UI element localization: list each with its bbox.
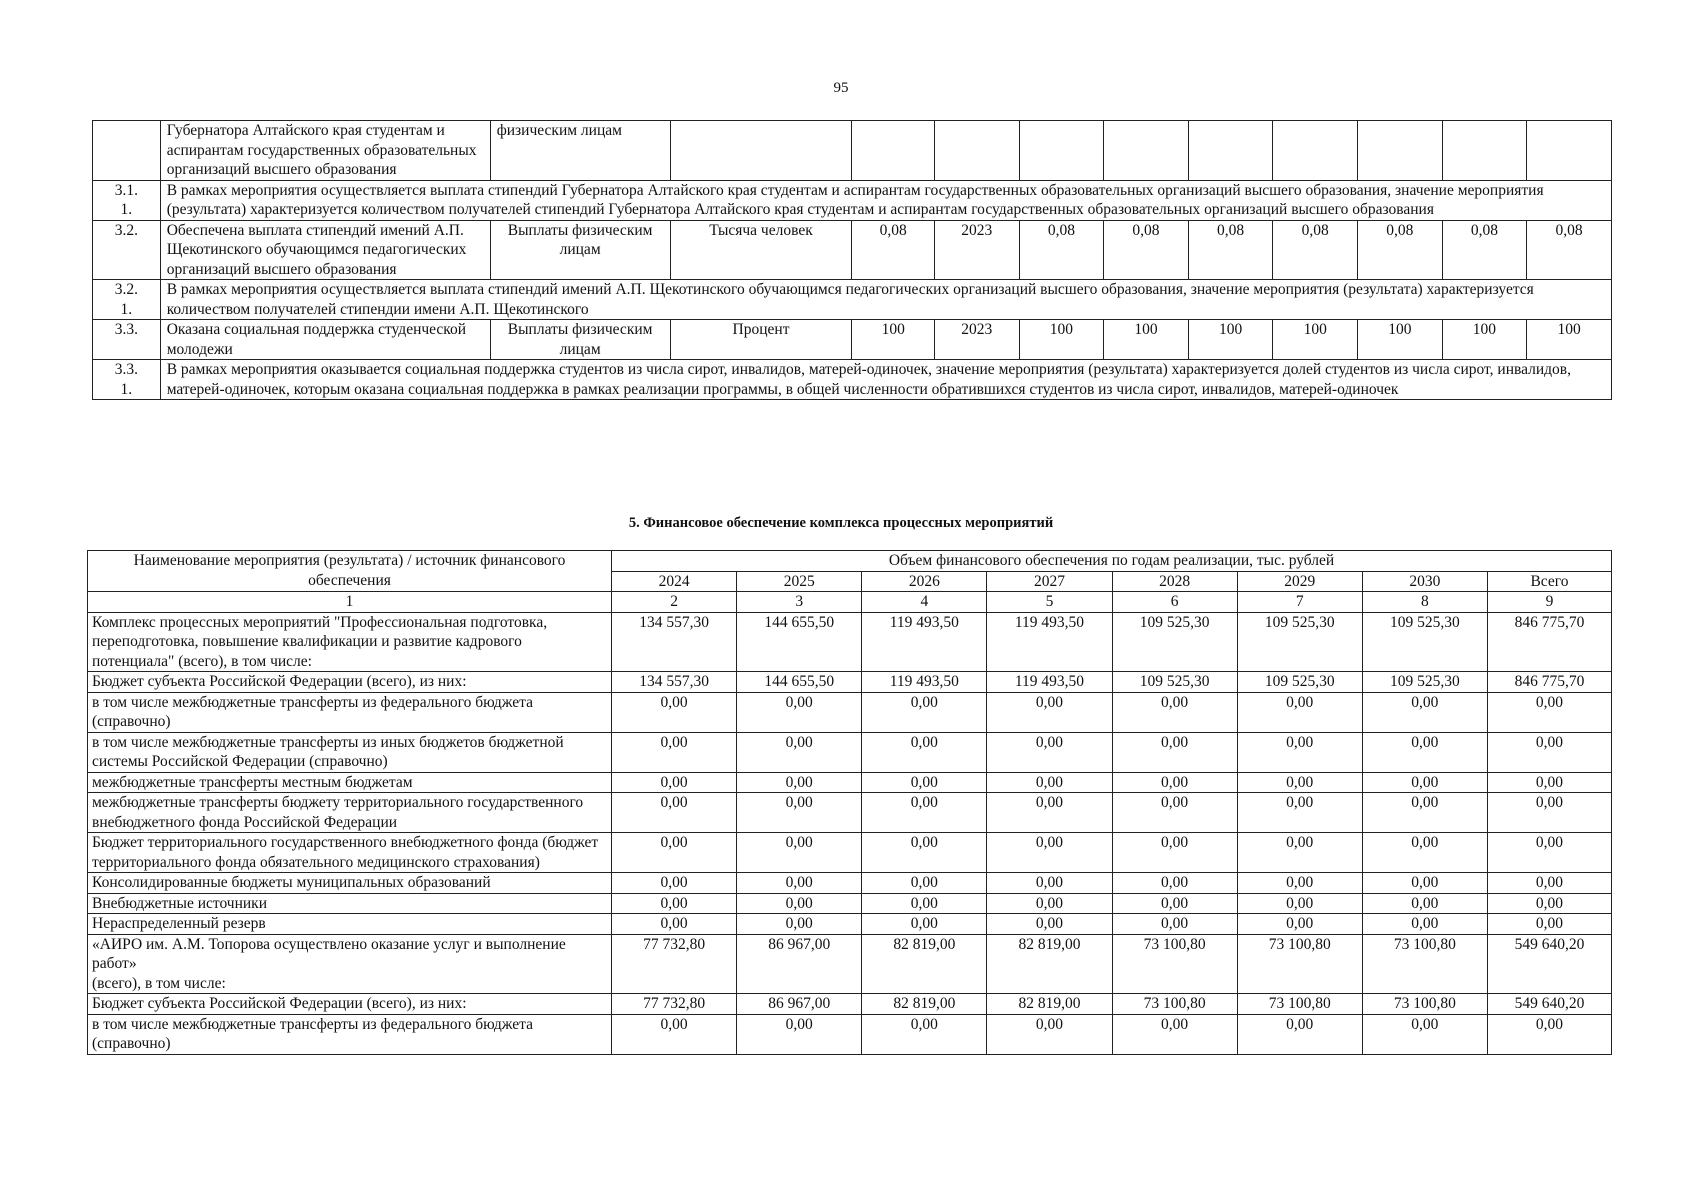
amount-cell: 0,00 — [612, 833, 737, 873]
amount-cell: 109 525,30 — [1112, 612, 1237, 672]
amount-cell: 0,00 — [862, 914, 987, 935]
amount-cell: 0,00 — [987, 772, 1112, 793]
table-row — [88, 893, 1612, 914]
amount-cell: 0,00 — [612, 793, 737, 833]
amount-cell: 109 525,30 — [1237, 612, 1362, 672]
row-value: 100 — [852, 320, 935, 360]
row-value — [1527, 121, 1612, 181]
amount-cell: 0,00 — [987, 893, 1112, 914]
amount-cell: 0,00 — [1487, 893, 1611, 914]
amount-cell: 0,00 — [1237, 893, 1362, 914]
column-number: 3 — [737, 592, 862, 613]
year-header: Всего — [1487, 571, 1611, 592]
column-number: 5 — [987, 592, 1112, 613]
source-name: Бюджет субъекта Российской Федерации (всего), из них: — [88, 672, 612, 693]
row-number: 3.2. — [93, 220, 161, 280]
row-value: 0,08 — [1358, 220, 1443, 280]
row-value: 100 — [1188, 320, 1273, 360]
source-name: Нераспределенный резерв — [88, 914, 612, 935]
row-value: 100 — [1358, 320, 1443, 360]
table-row — [88, 873, 1612, 894]
table-row — [88, 994, 1612, 1015]
amount-cell: 0,00 — [1487, 772, 1611, 793]
amount-cell: 0,00 — [737, 893, 862, 914]
row-name: Оказана социальная поддержка студенческой молодежи — [160, 320, 490, 360]
source-name: Бюджет субъекта Российской Федерации (всего), из них: — [88, 994, 612, 1015]
header-name: Наименование мероприятия (результата) / источник финансового обеспечения — [88, 551, 612, 592]
column-number: 6 — [1112, 592, 1237, 613]
year-header: 2029 — [1237, 571, 1362, 592]
amount-cell: 73 100,80 — [1237, 934, 1362, 994]
amount-cell: 0,00 — [987, 873, 1112, 894]
amount-cell: 846 775,70 — [1487, 672, 1611, 693]
row-value: 0,08 — [1273, 220, 1358, 280]
amount-cell: 0,00 — [1237, 793, 1362, 833]
amount-cell: 0,00 — [1237, 732, 1362, 772]
table-row — [93, 280, 1612, 320]
table-row — [88, 914, 1612, 935]
row-unit: Тысяча человек — [670, 220, 852, 280]
section-title: 5. Финансовое обеспечение комплекса процессных мероприятий — [628, 515, 1054, 531]
amount-cell: 846 775,70 — [1487, 612, 1611, 672]
amount-cell: 0,00 — [737, 914, 862, 935]
amount-cell: 144 655,50 — [737, 672, 862, 693]
amount-cell: 0,00 — [862, 1014, 987, 1054]
column-number: 7 — [1237, 592, 1362, 613]
row-value — [934, 121, 1019, 181]
column-number: 1 — [88, 592, 612, 613]
amount-cell: 134 557,30 — [612, 672, 737, 693]
table-row — [88, 612, 1612, 672]
amount-cell: 82 819,00 — [987, 934, 1112, 994]
page-number: 95 — [833, 80, 849, 96]
row-description: В рамках мероприятия оказывается социальная поддержка студентов из числа сирот, инвалидов, матерей-одиночек, значение мероприятия (результата) характеризуется долей студентов из числа сирот, инвалидов, матерей-одиночек, которым оказана социальная поддержка в рамках реализации программы, в общей численности обратившихся студентов из числа сирот, инвалидов, матерей-одиночек — [160, 360, 1611, 400]
column-number: 9 — [1487, 592, 1611, 613]
amount-cell: 144 655,50 — [737, 612, 862, 672]
amount-cell: 0,00 — [1487, 914, 1611, 935]
column-numbers-row — [88, 592, 1612, 613]
header-volume: Объем финансового обеспечения по годам реализации, тыс. рублей — [612, 551, 1612, 572]
amount-cell: 0,00 — [1487, 793, 1611, 833]
row-value: 2023 — [934, 320, 1019, 360]
amount-cell: 0,00 — [1237, 873, 1362, 894]
source-name: межбюджетные трансферты местным бюджетам — [88, 772, 612, 793]
amount-cell: 0,00 — [1362, 732, 1487, 772]
row-number: 3.2. 1. — [93, 280, 161, 320]
amount-cell: 0,00 — [1112, 732, 1237, 772]
table-row — [88, 934, 1612, 994]
column-number: 2 — [612, 592, 737, 613]
row-value — [852, 121, 935, 181]
row-number: 3.3. — [93, 320, 161, 360]
table-row — [93, 360, 1612, 400]
amount-cell: 73 100,80 — [1237, 994, 1362, 1015]
row-value: 0,08 — [1442, 220, 1527, 280]
source-name: в том числе межбюджетные трансферты из федерального бюджета (справочно) — [88, 1014, 612, 1054]
year-header: 2026 — [862, 571, 987, 592]
amount-cell: 0,00 — [612, 692, 737, 732]
table-row — [93, 220, 1612, 280]
amount-cell: 73 100,80 — [1112, 934, 1237, 994]
amount-cell: 549 640,20 — [1487, 934, 1611, 994]
amount-cell: 109 525,30 — [1362, 612, 1487, 672]
row-number: 3.1. 1. — [93, 180, 161, 220]
amount-cell: 0,00 — [1112, 1014, 1237, 1054]
amount-cell: 119 493,50 — [862, 672, 987, 693]
source-name: Внебюджетные источники — [88, 893, 612, 914]
table-row — [88, 732, 1612, 772]
amount-cell: 82 819,00 — [862, 934, 987, 994]
table-row — [88, 692, 1612, 732]
amount-cell: 0,00 — [1487, 833, 1611, 873]
amount-cell: 73 100,80 — [1362, 934, 1487, 994]
amount-cell: 109 525,30 — [1112, 672, 1237, 693]
amount-cell: 119 493,50 — [862, 612, 987, 672]
amount-cell: 0,00 — [1112, 914, 1237, 935]
amount-cell: 0,00 — [1487, 873, 1611, 894]
year-header: 2025 — [737, 571, 862, 592]
amount-cell: 0,00 — [987, 914, 1112, 935]
row-number: 3.3. 1. — [93, 360, 161, 400]
amount-cell: 0,00 — [737, 1014, 862, 1054]
year-header: 2024 — [612, 571, 737, 592]
row-type: Выплаты физическим лицам — [490, 320, 670, 360]
table-row — [88, 1014, 1612, 1054]
amount-cell: 0,00 — [1237, 772, 1362, 793]
row-value: 0,08 — [1188, 220, 1273, 280]
amount-cell: 77 732,80 — [612, 934, 737, 994]
amount-cell: 0,00 — [862, 873, 987, 894]
row-value: 0,08 — [1019, 220, 1104, 280]
amount-cell: 119 493,50 — [987, 672, 1112, 693]
row-unit: Процент — [670, 320, 852, 360]
amount-cell: 0,00 — [737, 732, 862, 772]
amount-cell: 0,00 — [737, 692, 862, 732]
row-value: 0,08 — [1527, 220, 1612, 280]
table-row — [93, 180, 1612, 220]
row-unit — [670, 121, 852, 181]
amount-cell: 0,00 — [1237, 914, 1362, 935]
source-name: в том числе межбюджетные трансферты из федерального бюджета (справочно) — [88, 692, 612, 732]
table-row — [88, 793, 1612, 833]
amount-cell: 0,00 — [1362, 833, 1487, 873]
amount-cell: 134 557,30 — [612, 612, 737, 672]
amount-cell: 0,00 — [987, 732, 1112, 772]
amount-cell: 0,00 — [1112, 793, 1237, 833]
amount-cell: 0,00 — [1112, 772, 1237, 793]
source-name: «АИРО им. А.М. Топорова осуществлено оказание услуг и выполнение работ» (всего), в том числе: — [88, 934, 612, 994]
amount-cell: 0,00 — [987, 793, 1112, 833]
amount-cell: 0,00 — [1362, 914, 1487, 935]
indicators-table — [92, 120, 1612, 400]
amount-cell: 0,00 — [862, 833, 987, 873]
amount-cell: 0,00 — [1237, 1014, 1362, 1054]
amount-cell: 549 640,20 — [1487, 994, 1611, 1015]
amount-cell: 0,00 — [612, 893, 737, 914]
amount-cell: 0,00 — [612, 772, 737, 793]
amount-cell: 82 819,00 — [987, 994, 1112, 1015]
row-value: 100 — [1019, 320, 1104, 360]
amount-cell: 0,00 — [862, 732, 987, 772]
source-name: в том числе межбюджетные трансферты из иных бюджетов бюджетной системы Российской Федерации (справочно) — [88, 732, 612, 772]
header-row — [88, 551, 1612, 572]
amount-cell: 0,00 — [862, 772, 987, 793]
source-name: межбюджетные трансферты бюджету территориального государственного внебюджетного фонда Российской Федерации — [88, 793, 612, 833]
amount-cell: 0,00 — [737, 793, 862, 833]
amount-cell: 77 732,80 — [612, 994, 737, 1015]
amount-cell: 0,00 — [1112, 873, 1237, 894]
amount-cell: 0,00 — [987, 1014, 1112, 1054]
row-value: 0,08 — [1104, 220, 1189, 280]
row-value: 2023 — [934, 220, 1019, 280]
amount-cell: 0,00 — [987, 833, 1112, 873]
row-value — [1188, 121, 1273, 181]
amount-cell: 82 819,00 — [862, 994, 987, 1015]
amount-cell: 0,00 — [1362, 1014, 1487, 1054]
amount-cell: 0,00 — [612, 914, 737, 935]
table-row — [88, 833, 1612, 873]
amount-cell: 0,00 — [737, 873, 862, 894]
amount-cell: 0,00 — [987, 692, 1112, 732]
amount-cell: 0,00 — [1112, 833, 1237, 873]
row-value: 100 — [1442, 320, 1527, 360]
row-value: 0,08 — [852, 220, 935, 280]
row-value — [1442, 121, 1527, 181]
column-number: 8 — [1362, 592, 1487, 613]
amount-cell: 73 100,80 — [1112, 994, 1237, 1015]
amount-cell: 0,00 — [1112, 692, 1237, 732]
amount-cell: 73 100,80 — [1362, 994, 1487, 1015]
amount-cell: 0,00 — [1362, 772, 1487, 793]
row-value: 100 — [1104, 320, 1189, 360]
amount-cell: 86 967,00 — [737, 994, 862, 1015]
row-value: 100 — [1527, 320, 1612, 360]
column-number: 4 — [862, 592, 987, 613]
row-name: Губернатора Алтайского края студентам и аспирантам государственных образовательных организаций высшего образования — [160, 121, 490, 181]
amount-cell: 0,00 — [1362, 793, 1487, 833]
table-row — [93, 320, 1612, 360]
amount-cell: 0,00 — [862, 893, 987, 914]
row-type: Выплаты физическим лицам — [490, 220, 670, 280]
amount-cell: 109 525,30 — [1237, 672, 1362, 693]
amount-cell: 119 493,50 — [987, 612, 1112, 672]
row-value — [1104, 121, 1189, 181]
financing-table — [87, 550, 1612, 1055]
row-name: Обеспечена выплата стипендий имений А.П. Щекотинского обучающимся педагогических организаций высшего образования — [160, 220, 490, 280]
row-description: В рамках мероприятия осуществляется выплата стипендий Губернатора Алтайского края студентам и аспирантам государственных образовательных организаций высшего образования, значение мероприятия (результата) характеризуется количеством получателей стипендий Губернатора Алтайского края студентам и аспирантам государственных образовательных организаций высшего образования — [160, 180, 1611, 220]
year-header: 2030 — [1362, 571, 1487, 592]
row-value — [1273, 121, 1358, 181]
amount-cell: 0,00 — [1487, 1014, 1611, 1054]
source-name: Консолидированные бюджеты муниципальных образований — [88, 873, 612, 894]
amount-cell: 109 525,30 — [1362, 672, 1487, 693]
row-value: 100 — [1273, 320, 1358, 360]
amount-cell: 0,00 — [612, 1014, 737, 1054]
amount-cell: 0,00 — [737, 833, 862, 873]
amount-cell: 0,00 — [1362, 893, 1487, 914]
amount-cell: 0,00 — [1237, 692, 1362, 732]
amount-cell: 0,00 — [1237, 833, 1362, 873]
amount-cell: 0,00 — [1487, 692, 1611, 732]
year-header: 2028 — [1112, 571, 1237, 592]
source-name: Бюджет территориального государственного внебюджетного фонда (бюджет территориального фонда обязательного медицинского страхования) — [88, 833, 612, 873]
amount-cell: 86 967,00 — [737, 934, 862, 994]
row-value — [1358, 121, 1443, 181]
table-row — [88, 672, 1612, 693]
row-description: В рамках мероприятия осуществляется выплата стипендий имений А.П. Щекотинского обучающимся педагогических организаций высшего образования, значение мероприятия (результата) характеризуется количеством получателей стипендии имени А.П. Щекотинского — [160, 280, 1611, 320]
source-name: Комплекс процессных мероприятий "Профессиональная подготовка, переподготовка, повышение квалификации и развитие кадрового потенциала" (всего), в том числе: — [88, 612, 612, 672]
table-row — [88, 772, 1612, 793]
row-value — [1019, 121, 1104, 181]
amount-cell: 0,00 — [862, 793, 987, 833]
amount-cell: 0,00 — [1112, 893, 1237, 914]
amount-cell: 0,00 — [612, 873, 737, 894]
amount-cell: 0,00 — [737, 772, 862, 793]
row-number — [93, 121, 161, 181]
row-type: физическим лицам — [490, 121, 670, 181]
amount-cell: 0,00 — [1487, 732, 1611, 772]
amount-cell: 0,00 — [612, 732, 737, 772]
year-header: 2027 — [987, 571, 1112, 592]
amount-cell: 0,00 — [862, 692, 987, 732]
table-row — [93, 121, 1612, 181]
amount-cell: 0,00 — [1362, 692, 1487, 732]
amount-cell: 0,00 — [1362, 873, 1487, 894]
